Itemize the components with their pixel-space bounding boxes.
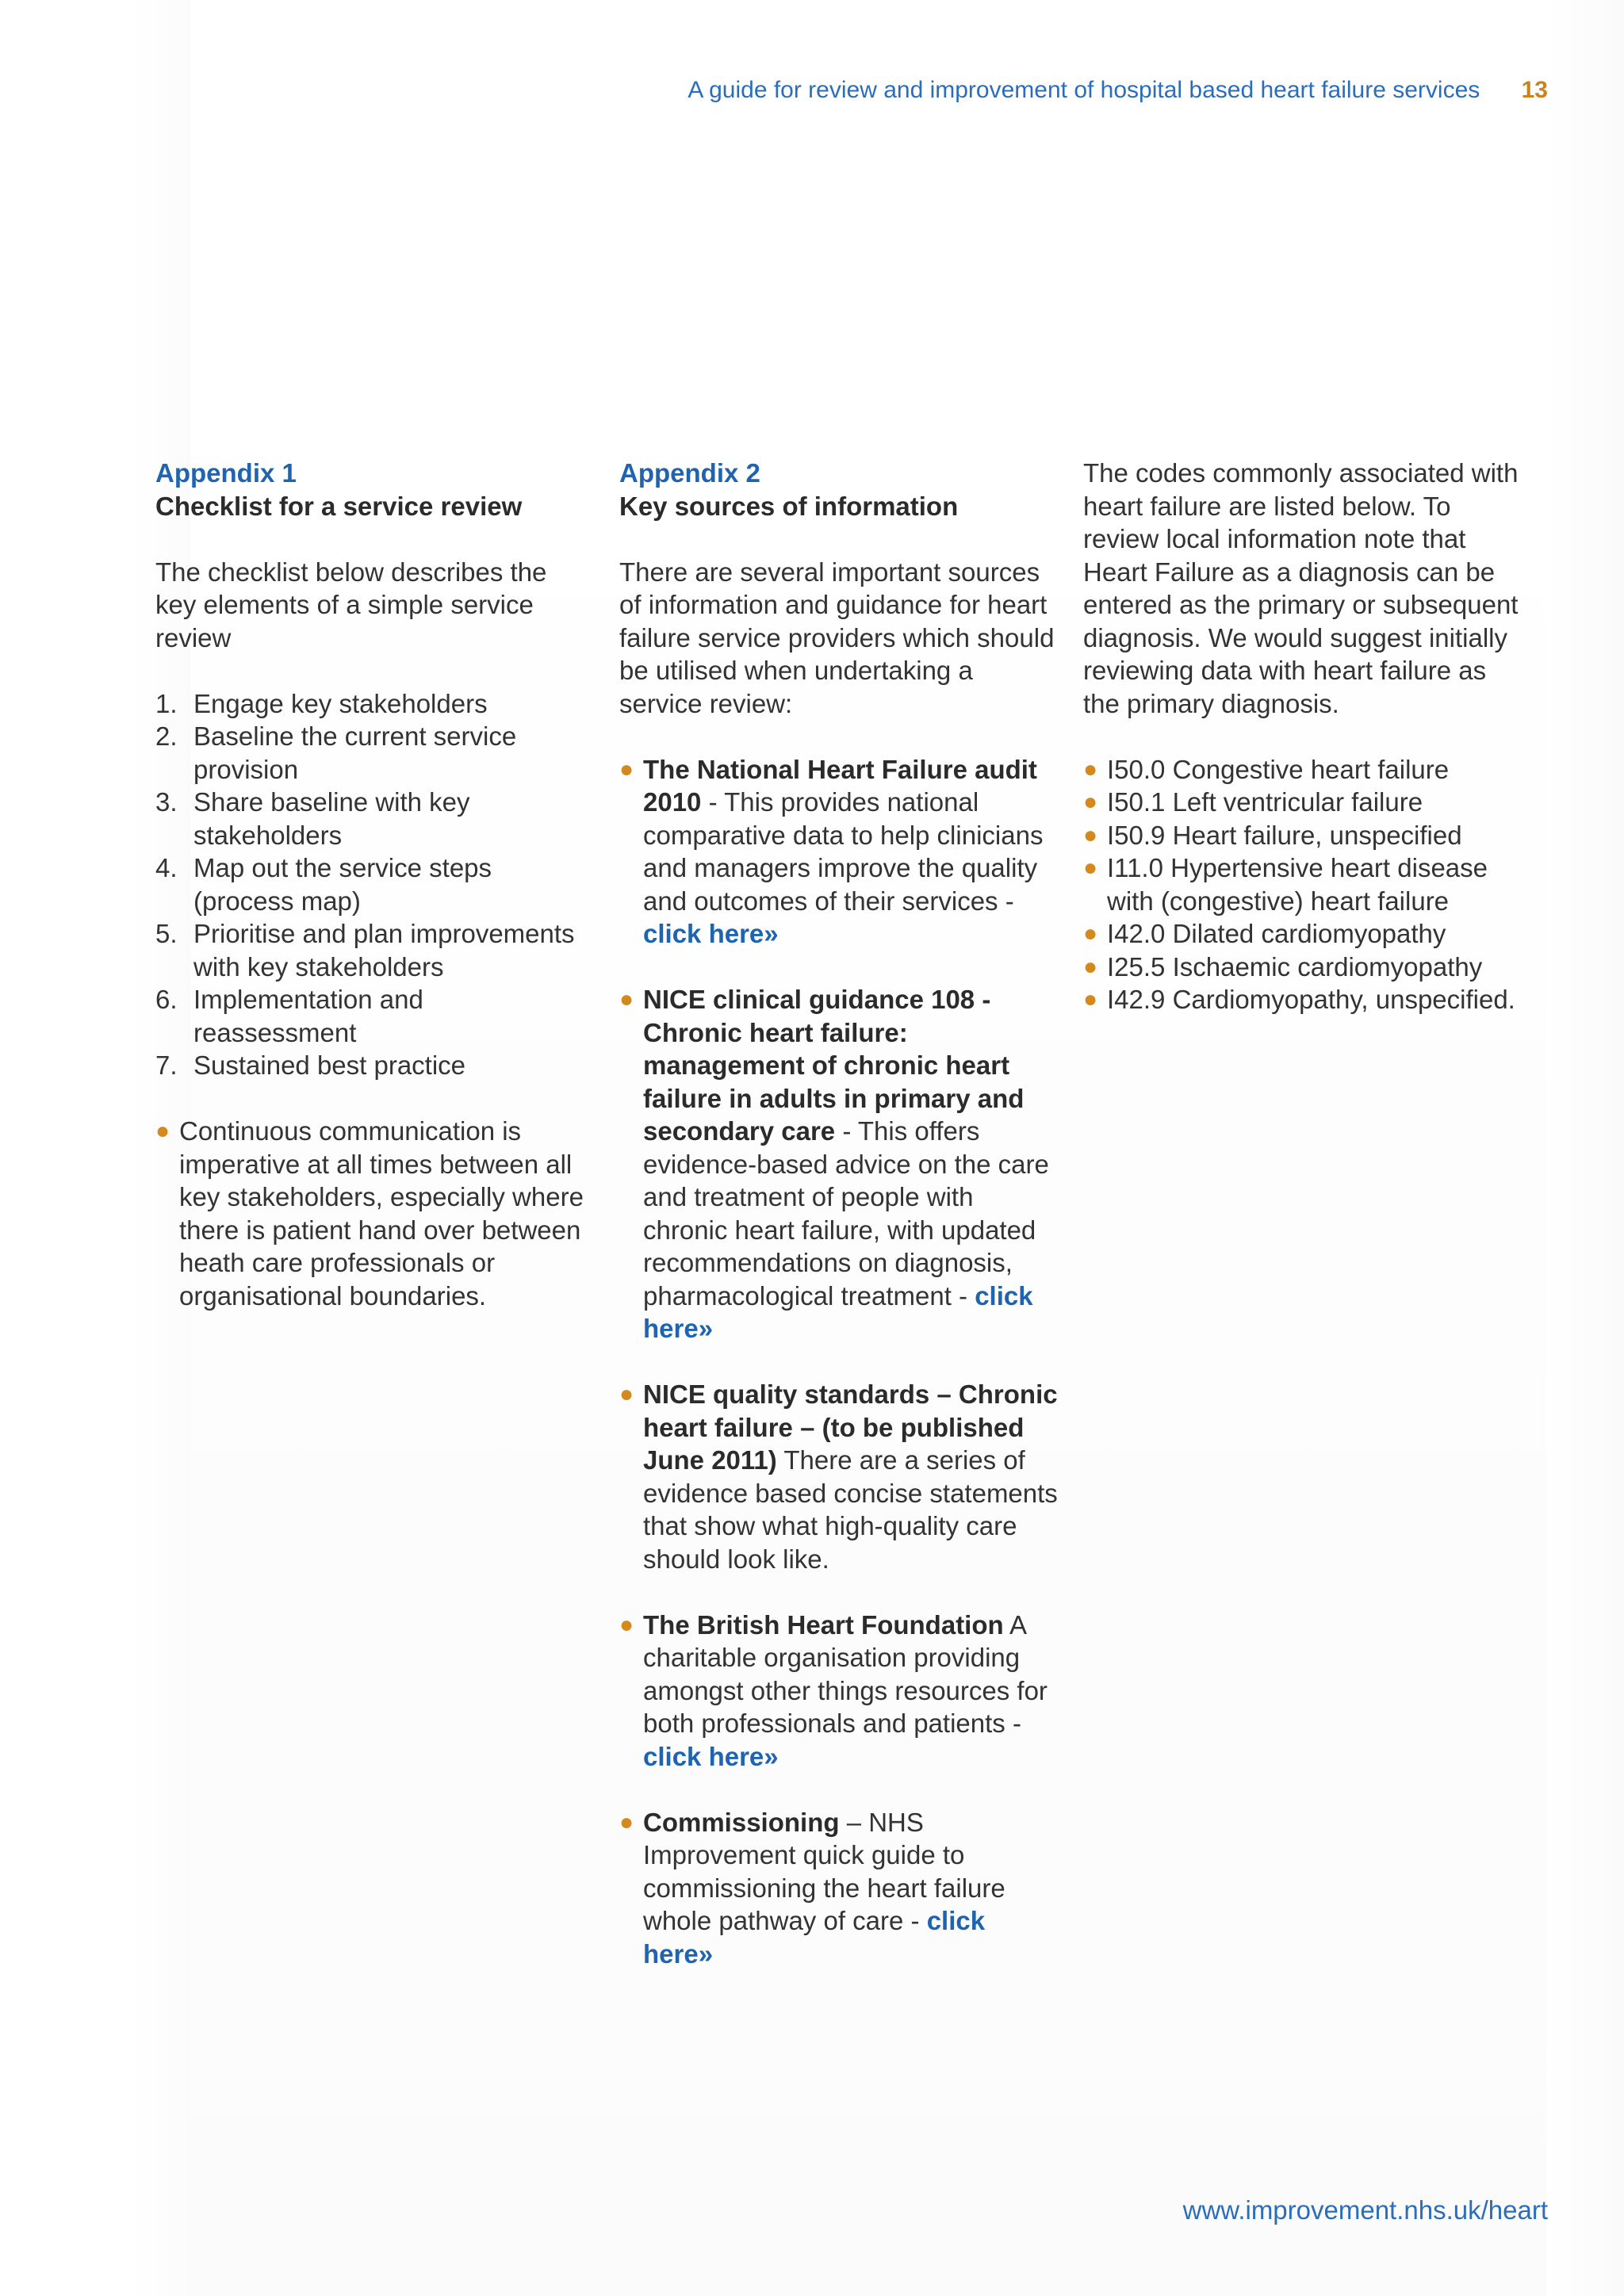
codes-list — [1083, 753, 1527, 1016]
list-item: 2. Baseline the current service provision — [155, 721, 517, 784]
codes-column — [1083, 457, 1527, 1016]
list-item: 3. Share baseline with key stakeholders — [155, 787, 470, 850]
list-item: ● I50.0 Congestive heart failure — [1083, 753, 1527, 786]
bullet-dot-icon: ● — [1083, 789, 1098, 815]
list-item: ● I42.9 Cardiomyopathy, unspecified. — [1083, 983, 1527, 1016]
appendix-1-column — [155, 457, 584, 1312]
appendix-2-label: Appendix 2 — [619, 458, 760, 488]
bullet-dot-icon: ● — [1083, 953, 1098, 980]
appendix-1-intro: The checklist below describes the key elements of a simple service review — [155, 557, 547, 652]
click-here-link[interactable]: click here» — [643, 1906, 986, 1969]
running-title: A guide for review and improvement of hospital based heart failure services — [688, 77, 1480, 103]
codes-intro: The codes commonly associated with heart failure are listed below. To review local information note that Heart Failure as a diagnosis can be entered as the primary or subsequent diagnosis. We would suggest initially reviewing data with heart failure as the primary diagnosis. — [1083, 458, 1519, 718]
list-item: ● I11.0 Hypertensive heart disease with (congestive) heart failure — [1083, 853, 1488, 916]
bullet-dot-icon: ● — [1083, 920, 1098, 947]
appendix-1-title: Checklist for a service review — [155, 491, 523, 521]
bullet-dot-icon: ● — [619, 756, 634, 783]
click-here-link[interactable]: click here» — [643, 919, 779, 948]
bullet-dot-icon: ● — [1083, 821, 1098, 848]
list-item: 5. Prioritise and plan improvements with key stakeholders — [155, 919, 575, 982]
page-shade-right — [1546, 0, 1624, 2296]
list-item: 1. Engage key stakeholders — [155, 688, 488, 718]
footer-url: www.improvement.nhs.uk/heart — [1182, 2195, 1548, 2225]
appendix-2-title: Key sources of information — [619, 491, 959, 521]
communication-note — [155, 1115, 584, 1312]
bullet-dot-icon: ● — [619, 1381, 634, 1407]
list-item: 4. Map out the service steps (process map) — [155, 853, 492, 916]
bullet-dot-icon: ● — [619, 1611, 634, 1638]
click-here-link[interactable]: click here» — [643, 1280, 1033, 1343]
appendix-2-column — [619, 457, 1059, 2003]
bullet-dot-icon: ● — [1083, 756, 1098, 783]
bullet-dot-icon: ● — [619, 1808, 634, 1835]
list-item: ● The British Heart Foundation A charitable organisation providing amongst other things resources for both professionals and patients - click here» — [619, 1609, 1048, 1771]
click-here-link[interactable]: click here» — [643, 1741, 779, 1771]
appendix-1-label: Appendix 1 — [155, 458, 297, 488]
list-item: ● I50.1 Left ventricular failure — [1083, 786, 1527, 819]
list-item: ● The National Heart Failure audit 2010 - This provides national comparative data to help clinicians and managers improve the quality and outcomes of their services - click here» — [619, 754, 1044, 948]
bullet-dot-icon: ● — [155, 1118, 170, 1144]
appendix-2-intro: There are several important sources of information and guidance for heart failure service providers which should be utilised when undertaking a service review: — [619, 557, 1055, 718]
checklist-steps — [155, 687, 584, 1082]
bullet-dot-icon: ● — [1083, 855, 1098, 881]
list-item: ● I42.0 Dilated cardiomyopathy — [1083, 917, 1527, 951]
list-item: 7. Sustained best practice — [155, 1050, 466, 1080]
list-item: 6. Implementation and reassessment — [155, 985, 423, 1047]
list-item: ● I50.9 Heart failure, unspecified — [1083, 819, 1527, 852]
list-item: ● Continuous communication is imperative at all times between all key stakeholders, especially where there is patient hand over between heath care professionals or organisational boundaries. — [155, 1116, 584, 1311]
list-item: ● NICE clinical guidance 108 - Chronic heart failure: management of chronic heart failure in adults in primary and secondary care - This offers evidence-based advice on the care and treatment of people with chronic heart failure, with updated recommendations on diagnosis, pharmacological treatment - click here» — [619, 985, 1049, 1343]
list-item: ● Commissioning – NHS Improvement quick guide to commissioning the heart failure whole pathway of care - click here» — [619, 1807, 1005, 1969]
running-header — [688, 73, 1548, 108]
bullet-dot-icon: ● — [619, 986, 634, 1012]
list-item: ● I25.5 Ischaemic cardiomyopathy — [1083, 951, 1527, 984]
bullet-dot-icon: ● — [1083, 986, 1098, 1012]
list-item: ● NICE quality standards – Chronic heart failure – (to be published June 2011) There are a series of evidence based concise statements that show what high-quality care should look like. — [619, 1380, 1058, 1574]
page-number: 13 — [1521, 77, 1548, 103]
sources-list — [619, 753, 1059, 1971]
